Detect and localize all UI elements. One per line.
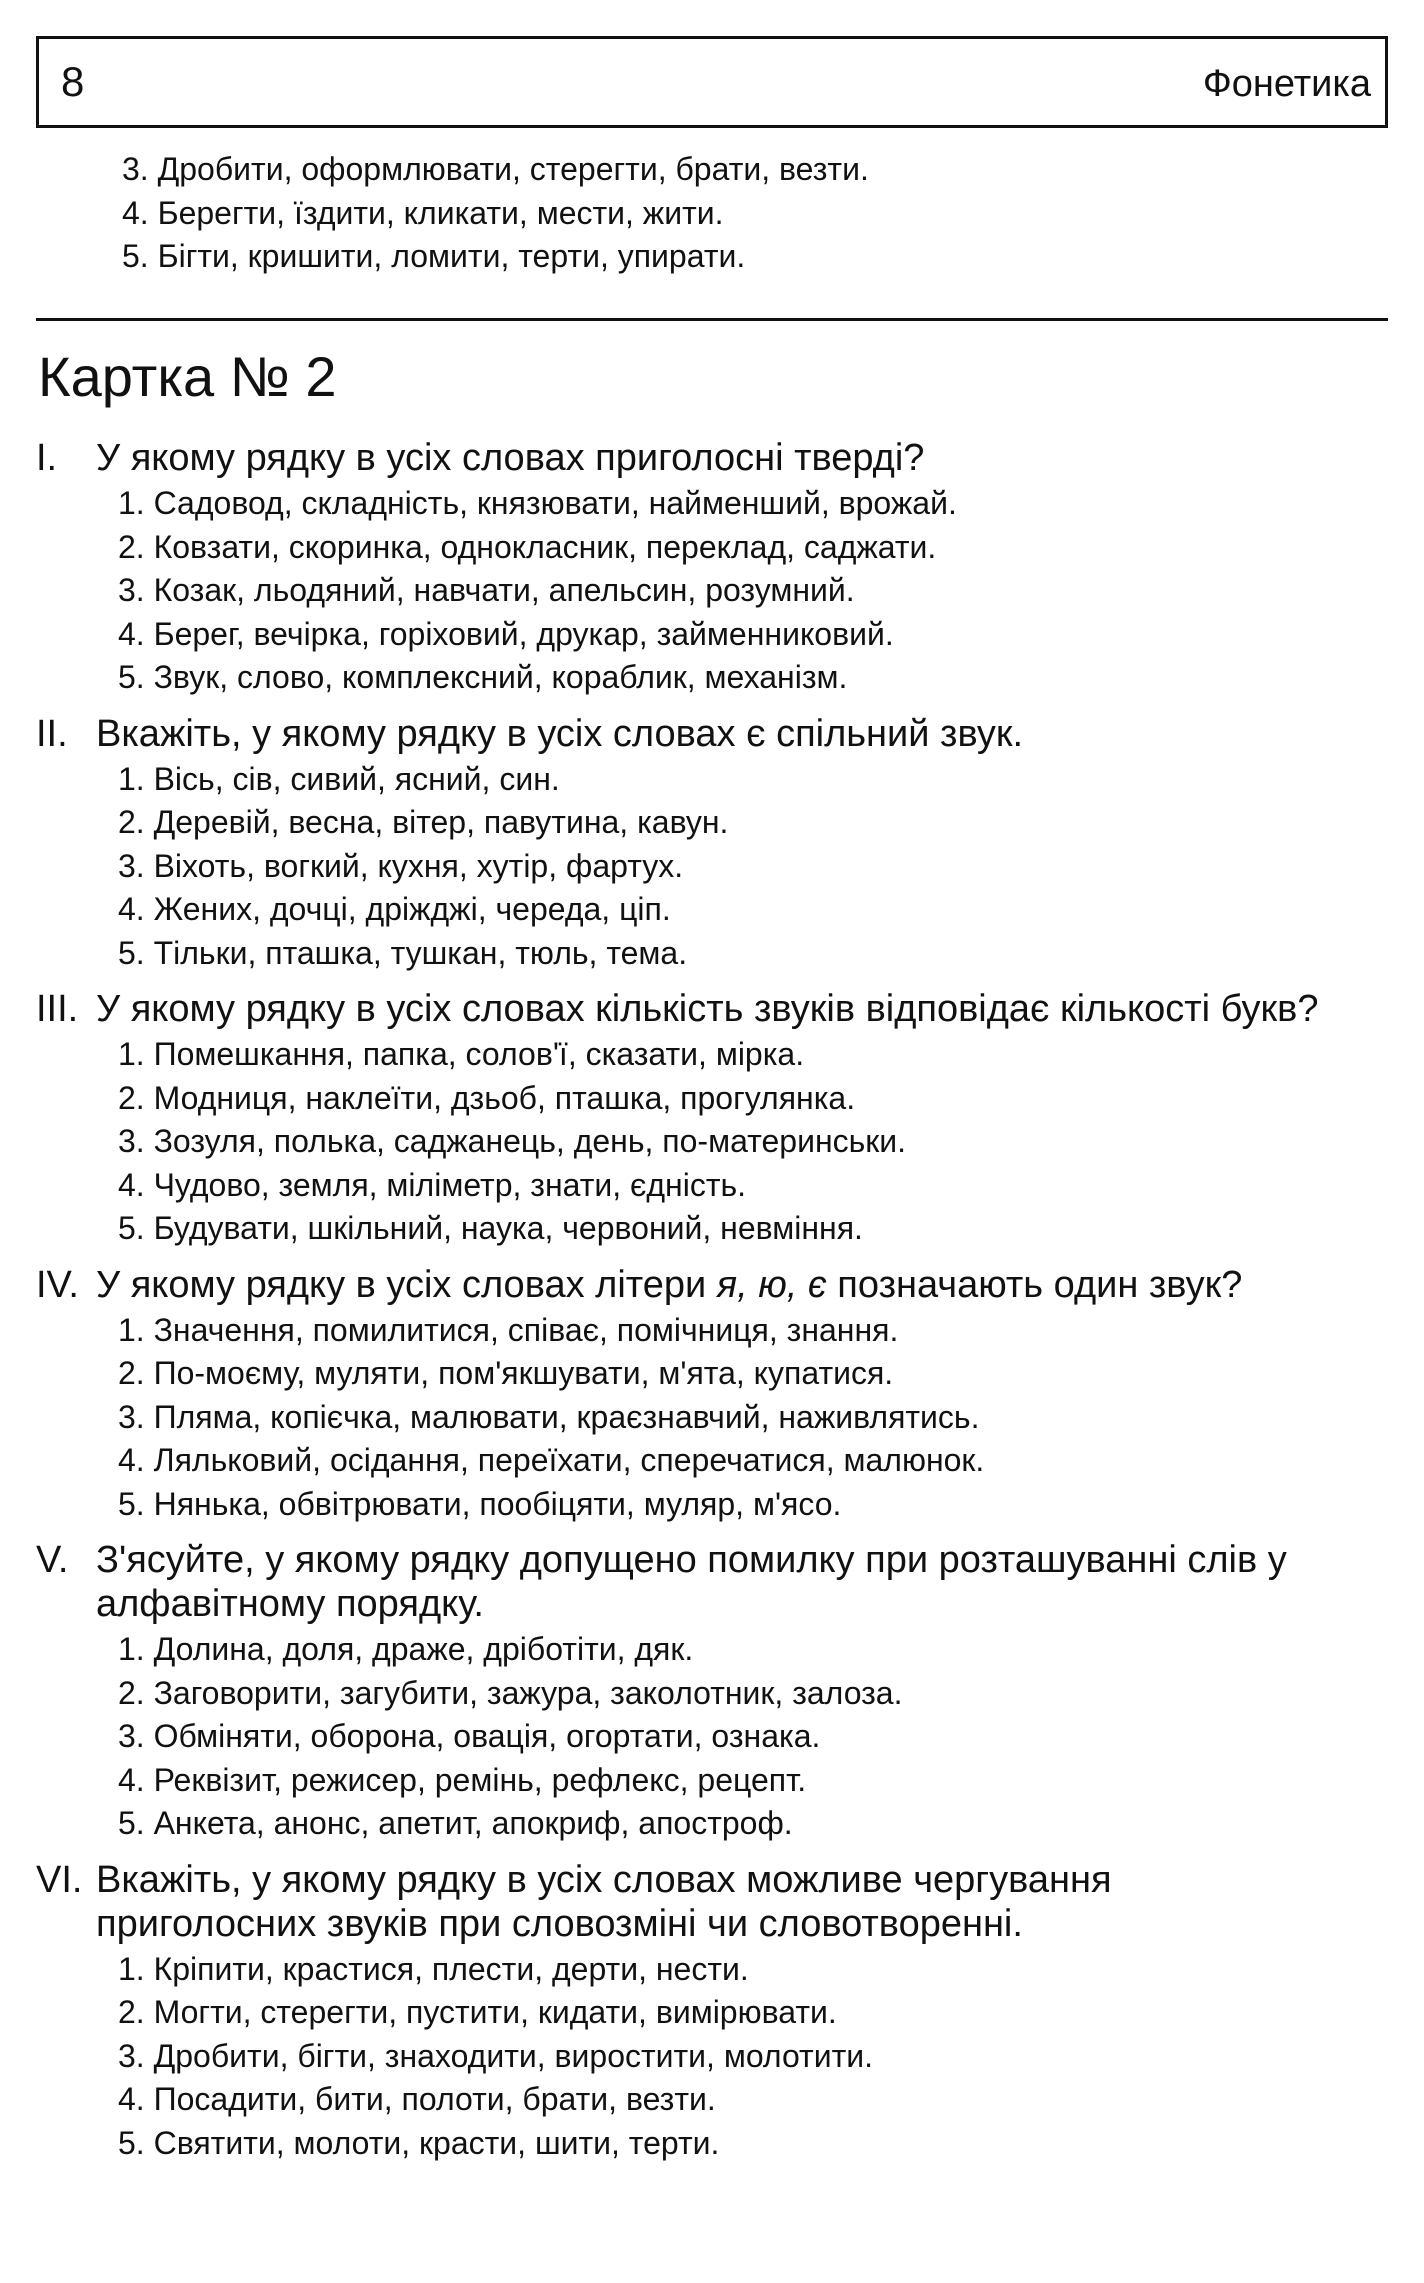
answer-option: 4. Ляльковий, осідання, переїхати, сперечатися, малюнок. — [118, 1442, 985, 1478]
answer-option: 1. Садовод, складність, князювати, найменший, врожай. — [118, 485, 957, 521]
page-number: 8 — [61, 58, 85, 105]
answer-option: 3. Обміняти, оборона, овація, огортати, ознака. — [118, 1718, 821, 1754]
answer-option: 1. Долина, доля, драже, дріботіти, дяк. — [118, 1631, 694, 1667]
question-number: V. — [36, 1539, 69, 1581]
answer-option: 1. Вісь, сів, сивий, ясний, син. — [118, 760, 560, 797]
question-text-part: У якому рядку в усіх словах літери — [96, 1263, 717, 1306]
answer-option: 2. Деревій, весна, вітер, павутина, кавун. — [118, 804, 729, 840]
question-2 — [0, 712, 1424, 976]
answer-options — [118, 1033, 1424, 1251]
answer-option: 3. Дробити, бігти, знаходити, виростити, молотити. — [118, 2037, 873, 2074]
answer-options — [118, 758, 1424, 976]
answer-options — [118, 1628, 1424, 1846]
answer-options — [118, 482, 1424, 700]
question-emphasis: я, ю, є — [716, 1263, 827, 1306]
question-text: Вкажіть, у якому рядку в усіх словах можливе чергування приголосних звуків при словозміні чи словотворенні. — [96, 1858, 1112, 1945]
answer-option: 5. Тільки, пташка, тушкан, тюль, тема. — [118, 934, 688, 971]
answer-option: 5. Анкета, анонс, апетит, апокриф, апостроф. — [118, 1805, 793, 1841]
question-number: I. — [36, 437, 58, 479]
question-1 — [0, 436, 1424, 700]
question-number: IV. — [36, 1263, 79, 1306]
carryover-option: 3. Дробити, оформлювати, стерегти, брати, везти. — [122, 151, 869, 187]
question-number: III. — [36, 988, 79, 1030]
section-divider — [36, 318, 1388, 321]
question-text: Вкажіть, у якому рядку в усіх словах є спільний звук. — [96, 712, 1024, 755]
question-text: У якому рядку в усіх словах кількість звуків відповідає кількості букв? — [96, 988, 1319, 1030]
question-number: II. — [36, 712, 68, 755]
answer-options — [118, 1948, 1424, 2166]
answer-option: 2. Могти, стерегти, пустити, кидати, вимірювати. — [118, 1994, 837, 2030]
answer-option: 4. Жених, дочці, дріжджі, череда, ціп. — [118, 891, 671, 927]
answer-option: 4. Берег, вечірка, горіховий, друкар, займенниковий. — [118, 615, 894, 652]
question-text: З'ясуйте, у якому рядку допущено помилку при розташуванні слів у алфавітному порядку. — [96, 1539, 1287, 1625]
answer-option: 4. Чудово, земля, міліметр, знати, єдність. — [118, 1166, 747, 1203]
answer-option: 4. Реквізит, режисер, ремінь, рефлекс, рецепт. — [118, 1761, 807, 1798]
answer-option: 3. Козак, льодяний, навчати, апельсин, розумний. — [118, 572, 855, 608]
answer-option: 3. Пляма, копієчка, малювати, краєзнавчий, наживлятись. — [118, 1398, 980, 1435]
answer-option: 2. Заговорити, загубити, зажура, заколотник, залоза. — [118, 1674, 903, 1711]
answer-option: 2. По-моєму, муляти, пом'якшувати, м'ята, купатися. — [118, 1355, 894, 1391]
answer-option: 5. Звук, слово, комплексний, кораблик, механізм. — [118, 659, 848, 695]
question-4 — [0, 1263, 1424, 1527]
page-header — [36, 36, 1388, 128]
answer-option: 2. Ковзати, скоринка, однокласник, переклад, саджати. — [118, 528, 937, 565]
answer-option: 4. Посадити, бити, полоти, брати, везти. — [118, 2081, 716, 2117]
answer-option: 1. Помешкання, папка, солов'ї, сказати, мірка. — [118, 1036, 805, 1072]
question-text: У якому рядку в усіх словах приголосні тверді? — [96, 437, 925, 479]
answer-option: 1. Кріпити, крастися, плести, дерти, нести. — [118, 1950, 749, 1987]
answer-option: 2. Модниця, наклеїти, дзьоб, пташка, прогулянка. — [118, 1079, 856, 1116]
answer-option: 5. Будувати, шкільний, наука, червоний, невміння. — [118, 1210, 863, 1246]
question-5 — [0, 1538, 1424, 1846]
card-title: Картка № 2 — [38, 345, 337, 408]
question-text — [96, 1263, 1336, 1307]
question-list — [0, 436, 1424, 2177]
question-6 — [0, 1858, 1424, 2166]
answer-option: 5. Нянька, обвітрювати, пообіцяти, муляр, м'ясо. — [118, 1485, 842, 1522]
carryover-option: 4. Берегти, їздити, кликати, мести, жити. — [122, 194, 724, 231]
answer-option: 1. Значення, помилитися, співає, помічниця, знання. — [118, 1311, 899, 1348]
carryover-options — [122, 148, 869, 279]
answer-option: 3. Зозуля, полька, саджанець, день, по-материнськи. — [118, 1123, 907, 1159]
question-number: VI. — [36, 1858, 83, 1901]
answer-options — [118, 1309, 1424, 1527]
carryover-option: 5. Бігти, кришити, ломити, терти, упирати. — [122, 238, 746, 274]
question-3 — [0, 987, 1424, 1251]
question-text-part: позначають один звук? — [826, 1263, 1243, 1306]
section-title: Фонетика — [1202, 63, 1371, 105]
answer-option: 5. Святити, молоти, красти, шити, терти. — [118, 2124, 720, 2161]
answer-option: 3. Віхоть, вогкий, кухня, хутір, фартух. — [118, 847, 684, 884]
